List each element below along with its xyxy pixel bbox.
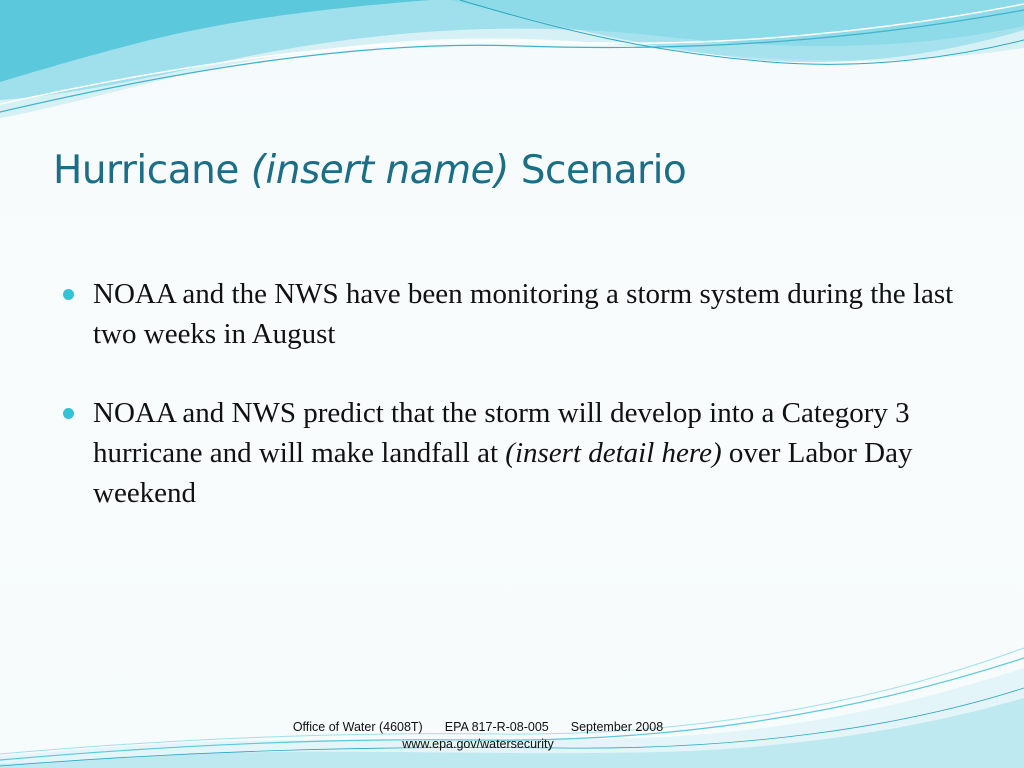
bullet-text: NOAA and the NWS have been monitoring a storm system during the last two weeks in August	[93, 278, 954, 350]
bullet-dot-icon	[63, 289, 74, 300]
bullet-item	[60, 393, 975, 513]
bullet-dot-icon	[63, 408, 74, 419]
bullet-italic-placeholder: (insert detail here)	[505, 437, 722, 469]
slide-footer	[0, 719, 956, 753]
footer-doc-number: EPA 817-R-08-005	[444, 720, 549, 734]
slide-title	[53, 148, 686, 193]
top-wave-decoration	[0, 0, 1024, 130]
footer-line-1	[0, 719, 956, 736]
footer-date: September 2008	[570, 720, 664, 734]
title-part-2: Scenario	[508, 148, 687, 193]
bullet-text-after: over Labor Day weekend	[93, 437, 913, 509]
footer-url: www.epa.gov/watersecurity	[402, 737, 554, 751]
footer-office: Office of Water (4608T)	[292, 720, 423, 734]
title-italic-placeholder: (insert name)	[250, 148, 509, 193]
bullet-text-before: NOAA and NWS predict that the storm will develop into a Category 3 hurricane and will make landfall at	[93, 397, 910, 469]
title-part-1: Hurricane	[53, 148, 251, 193]
bullet-list	[60, 274, 975, 552]
bullet-item	[60, 274, 975, 354]
